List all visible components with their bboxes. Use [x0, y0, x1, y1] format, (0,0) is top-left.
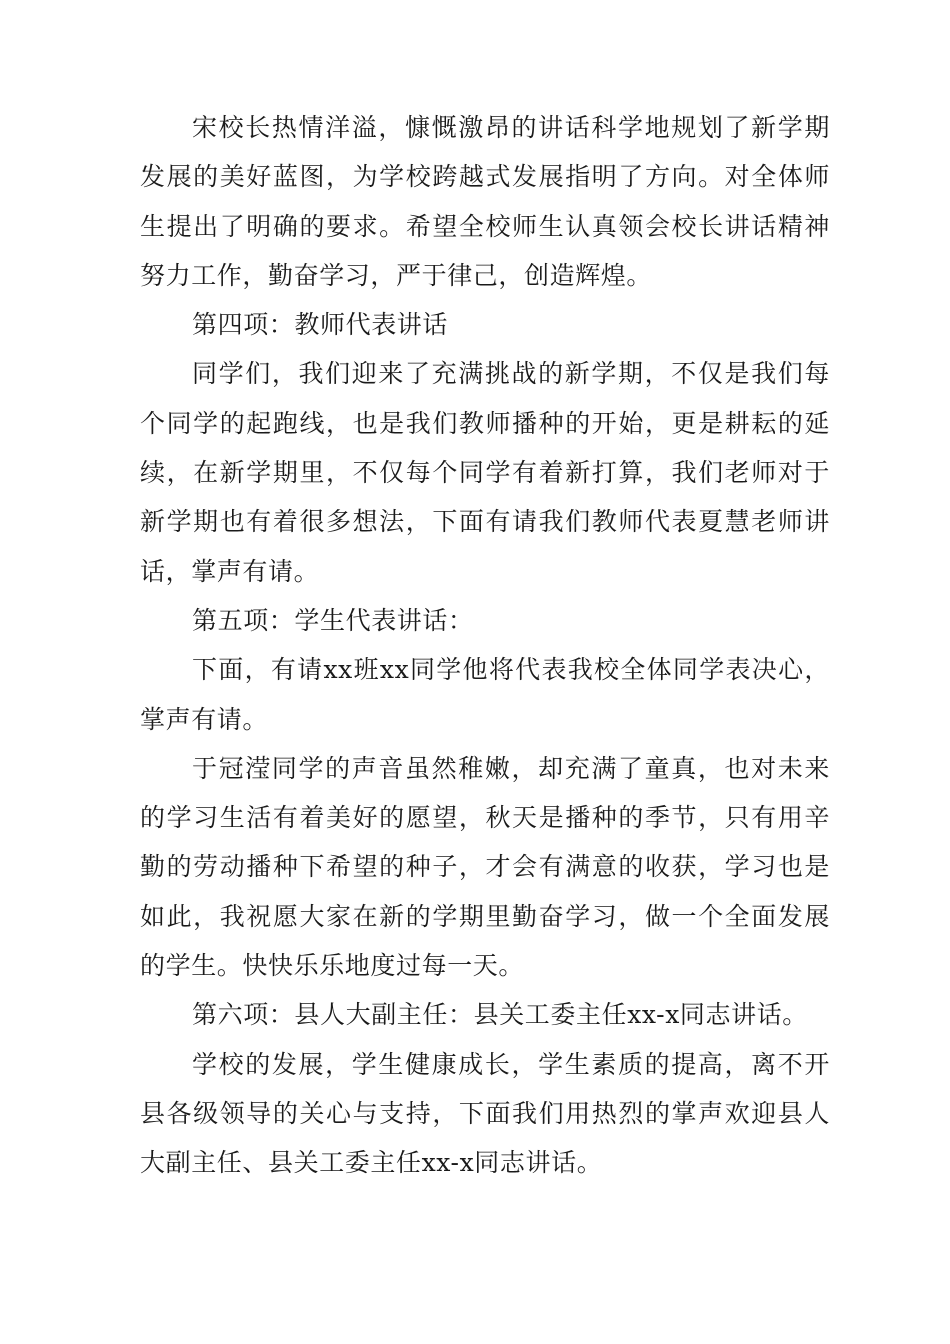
agenda-item-4-heading: 第四项：教师代表讲话 — [192, 310, 449, 340]
paragraph-student-speech-summary: 于冠滢同学的声音虽然稚嫩，却充满了童真，也对未来的学习生活有着美好的愿望，秋天是播种的季节，只有用辛勤的劳动播种下希望的种子，才会有满意的收获，学习也是如此，我祝愿大家在新的学期里勤奋学习，做一个全面发展的学生。快快乐乐地度过每一天。 — [140, 753, 830, 981]
paragraph-student-representative-intro: 下面，有请xx班xx同学他将代表我校全体同学表决心，掌声有请。 — [140, 655, 830, 734]
agenda-item-6-heading: 第六项：县人大副主任：县关工委主任xx-x同志讲话。 — [192, 1000, 808, 1030]
paragraph-principal-speech-summary: 宋校长热情洋溢，慷慨激昂的讲话科学地规划了新学期发展的美好蓝图，为学校跨越式发展指明了方向。对全体师生提出了明确的要求。希望全校师生认真领会校长讲话精神努力工作，勤奋学习，严于律己，创造辉煌。 — [140, 113, 830, 290]
agenda-item-5-heading: 第五项：学生代表讲话： — [192, 605, 474, 635]
paragraph-teacher-representative-intro: 同学们，我们迎来了充满挑战的新学期，不仅是我们每个同学的起跑线，也是我们教师播种的开始，更是耕耘的延续，在新学期里，不仅每个同学有着新打算，我们老师对于新学期也有着很多想法，下面有请我们教师代表夏慧老师讲话，掌声有请。 — [140, 359, 830, 586]
document-body — [140, 103, 830, 1188]
paragraph-leader-speech-intro: 学校的发展，学生健康成长，学生素质的提高，离不开县各级领导的关心与支持，下面我们用热烈的掌声欢迎县人大副主任、县关工委主任xx-x同志讲话。 — [140, 1049, 830, 1178]
